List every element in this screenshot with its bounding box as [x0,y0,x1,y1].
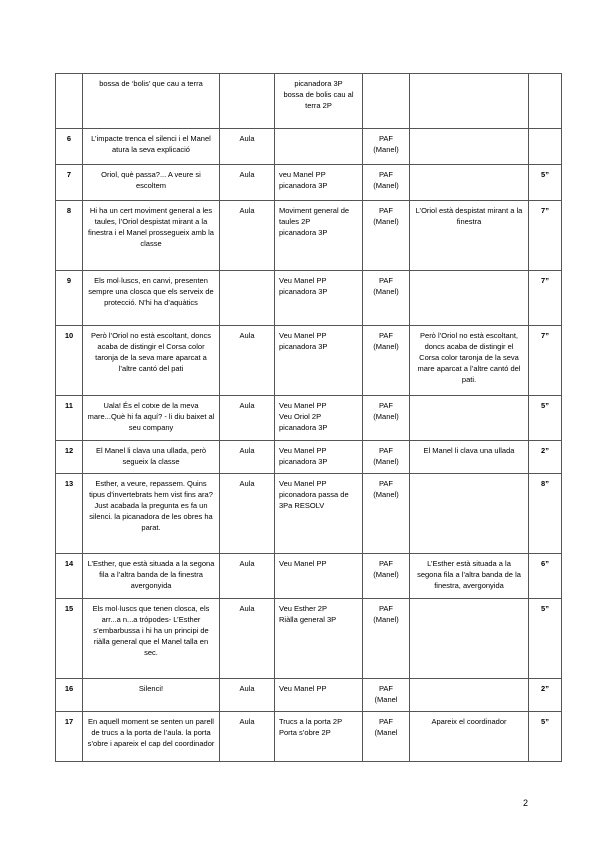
scene-location [220,554,275,599]
scene-number [56,271,83,326]
sound-cue [363,712,410,762]
scene-note [410,396,529,441]
scene-duration-text: 2” [541,446,549,455]
sound-cue-text: PAF (Manel [374,717,398,737]
scene-text-text: L’impacte trenca el silenci i el Manel atura la seva explicació [91,134,211,154]
scene-location [220,396,275,441]
scene-note [410,271,529,326]
scene-number [56,396,83,441]
camera-direction-text: Veu Manel PP [279,684,327,693]
scene-text [83,271,220,326]
sound-cue [363,554,410,599]
scene-text [83,474,220,554]
camera-direction [275,474,363,554]
scene-text-text: Esther, a veure, repassem. Quins tipus d’invertebrats hem vist fins ara? Just acabada la pregunta es fa un silenci. la picanadora de les obres ha parat. [89,479,213,532]
scene-note-text: L’Esther està situada a la segona fila a l’altra banda de la finestra, avergonyida [417,559,521,590]
camera-direction-text: Veu Manel PP [279,559,327,568]
sound-cue-text: PAF (Manel) [373,276,399,296]
scene-location [220,679,275,712]
scene-number [56,599,83,679]
scene-duration-text: 7” [541,206,549,215]
page-number: 2 [522,798,528,808]
scene-note [410,74,529,129]
scene-note [410,474,529,554]
scene-location-text: Aula [239,206,255,215]
table-row [56,712,562,762]
scene-number [56,441,83,474]
sound-cue [363,396,410,441]
scene-location-text: Aula [239,604,255,613]
sound-cue [363,599,410,679]
scene-text [83,599,220,679]
scene-duration [529,554,562,599]
scene-note [410,679,529,712]
camera-direction-text: Veu Manel PP Veu Oriol 2P picanadora 3P [279,401,328,432]
scene-text [83,679,220,712]
scene-location [220,165,275,201]
scene-note-text: Apareix el coordinador [431,717,507,726]
camera-direction [275,129,363,165]
scene-note [410,712,529,762]
scene-duration-text: 5” [541,717,549,726]
scene-location [220,201,275,271]
scene-location-text: Aula [239,401,255,410]
scene-number [56,326,83,396]
scene-number [56,712,83,762]
sound-cue-text: PAF (Manel) [373,604,399,624]
camera-direction [275,679,363,712]
scene-location-text: Aula [239,170,255,179]
scene-note [410,201,529,271]
scene-number-text: 6 [66,134,72,143]
scene-text-text: Oriol, què passa?... A veure si escoltem [101,170,201,190]
scene-duration-text: 5” [541,401,549,410]
scene-duration-text: 5” [541,170,549,179]
scene-number-text: 13 [64,479,74,488]
scene-text-text: L’Esther, que està situada a la segona fila a l’altra banda de la finestra avergonyida [87,559,215,590]
table-row [56,679,562,712]
scene-duration [529,712,562,762]
sound-cue-text: PAF (Manel [374,684,398,704]
scene-location-text: Aula [239,559,255,568]
scene-location-text: Aula [239,479,255,488]
scene-number-text: 7 [66,170,72,179]
camera-direction-text: Veu Manel PP piconadora passa de 3Pa RESOLV [279,479,349,510]
camera-direction [275,441,363,474]
sound-cue-text: PAF (Manel) [373,331,399,351]
scene-duration-text: 8” [541,479,549,488]
scene-note [410,441,529,474]
scene-location [220,441,275,474]
camera-direction [275,554,363,599]
camera-direction [275,165,363,201]
scene-text-text: Silenci! [138,684,164,693]
scene-duration [529,74,562,129]
scene-location-text: Aula [239,331,255,340]
scene-duration [529,396,562,441]
scene-text [83,712,220,762]
scene-text-text: Els mol·luscs, en canvi, presenten sempre una closca que els serveix de protecció. N’hi ha d’aquàtics [88,276,214,307]
scene-location-text: Aula [239,717,255,726]
scene-text [83,326,220,396]
scene-number-text: 14 [64,559,74,568]
scene-text [83,201,220,271]
camera-direction-text: Veu Manel PP picanadora 3P [279,446,328,466]
camera-direction-text: veu Manel PP picanadora 3P [279,170,328,190]
sound-cue [363,441,410,474]
camera-direction-text: Moviment general de taules 2P picanadora 3P [279,206,350,237]
camera-direction-text: Veu Manel PP picanadora 3P [279,331,328,351]
scene-text-text: Els mol·luscs que tenen closca, els arr...a n...a trópodes- L’Esther s’embarbussa i hi ha un principi de riàlla general que el Manel talla en sec. [92,604,210,657]
camera-direction-text: picanadora 3P bossa de bolis cau al terra 2P [283,79,354,110]
scene-text [83,165,220,201]
table-row [56,396,562,441]
sound-cue-text: PAF (Manel) [373,479,399,499]
sound-cue [363,679,410,712]
scene-location-text: Aula [239,446,255,455]
table-row [56,74,562,129]
scene-location [220,599,275,679]
scene-text-text: Uala! És el cotxe de la meva mare...Què hi fa aquí? - li diu baixet al seu company [87,401,215,432]
screenplay-table [55,73,562,762]
scene-note-text: L’Oriol està despistat mirant a la finestra [415,206,523,226]
scene-number-text: 16 [64,684,74,693]
scene-text-text: En aquell moment se senten un parell de trucs a la porta de l’aula. la porta s’obre i apareix el cap del coordinador [87,717,215,748]
scene-duration [529,326,562,396]
scene-duration-text: 2” [541,684,549,693]
scene-number-text: 17 [64,717,74,726]
scene-duration-text: 7” [541,276,549,285]
scene-duration [529,474,562,554]
scene-number [56,129,83,165]
sound-cue [363,165,410,201]
camera-direction [275,712,363,762]
camera-direction [275,74,363,129]
camera-direction [275,271,363,326]
scene-note [410,326,529,396]
sound-cue [363,474,410,554]
scene-duration-text: 7” [541,331,549,340]
scene-location [220,326,275,396]
scene-number [56,679,83,712]
scene-duration [529,129,562,165]
sound-cue-text: PAF (Manel) [373,206,399,226]
table-row [56,271,562,326]
scene-number [56,474,83,554]
scene-location [220,712,275,762]
scene-number [56,165,83,201]
sound-cue-text: PAF (Manel) [373,134,399,154]
scene-number-text: 11 [65,401,73,410]
scene-duration [529,201,562,271]
table-row [56,599,562,679]
scene-number [56,74,83,129]
scene-number [56,554,83,599]
camera-direction [275,326,363,396]
scene-location [220,129,275,165]
scene-note [410,599,529,679]
sound-cue-text: PAF (Manel) [373,401,399,421]
camera-direction-text: Veu Manel PP picanadora 3P [279,276,328,296]
scene-text [83,554,220,599]
scene-location-text: Aula [239,684,255,693]
camera-direction-text: Trucs a la porta 2P Porta s’obre 2P [279,717,343,737]
table-row [56,165,562,201]
scene-duration-text: 5” [541,604,549,613]
scene-text [83,441,220,474]
table-body [56,74,562,762]
scene-duration [529,679,562,712]
scene-note-text: Però l’Oriol no està escoltant, doncs acaba de distingir el Corsa color taronja de la seva mare aparcat a l’altre cantó del pati. [417,331,521,384]
scene-duration [529,165,562,201]
scene-note [410,554,529,599]
scene-text-text: El Manel li clava una ullada, però segueix la classe [95,446,207,466]
table-row [56,474,562,554]
scene-location [220,74,275,129]
scene-number-text: 8 [66,206,72,215]
scene-text-text: bossa de ‘bolis’ que cau a terra [99,79,203,88]
scene-note-text: El Manel li clava una ullada [423,446,515,455]
table-row [56,129,562,165]
sound-cue-text: PAF (Manel) [373,170,399,190]
scene-note [410,129,529,165]
sound-cue [363,326,410,396]
scene-text-text: Però l’Oriol no està escoltant, doncs acaba de distingir el Corsa color taronja de la seva mare aparcat a l’altre cantó del pati [90,331,212,373]
scene-duration-text: 6” [541,559,549,568]
scene-text [83,129,220,165]
scene-number-text: 9 [66,276,72,285]
scene-note [410,165,529,201]
scene-duration [529,271,562,326]
scene-number-text: 10 [64,331,74,340]
table-row [56,554,562,599]
sound-cue-text: PAF (Manel) [373,559,399,579]
scene-location [220,271,275,326]
sound-cue [363,201,410,271]
table-row [56,201,562,271]
table-row [56,441,562,474]
camera-direction [275,599,363,679]
camera-direction [275,396,363,441]
scene-duration [529,599,562,679]
scene-location [220,474,275,554]
scene-number-text: 12 [64,446,74,455]
scene-location-text: Aula [239,134,255,143]
sound-cue [363,74,410,129]
camera-direction [275,201,363,271]
scene-text [83,74,220,129]
camera-direction-text: Veu Esther 2P Riàlla general 3P [279,604,337,624]
table-row [56,326,562,396]
scene-duration [529,441,562,474]
scene-text-text: Hi ha un cert moviment general a les taules, l’Oriol despistat mirant a la finestra i el Manel prossegueix amb la classe [88,206,214,248]
sound-cue [363,129,410,165]
sound-cue [363,271,410,326]
scene-number-text: 15 [64,604,74,613]
scene-number [56,201,83,271]
sound-cue-text: PAF (Manel) [373,446,399,466]
scene-text [83,396,220,441]
